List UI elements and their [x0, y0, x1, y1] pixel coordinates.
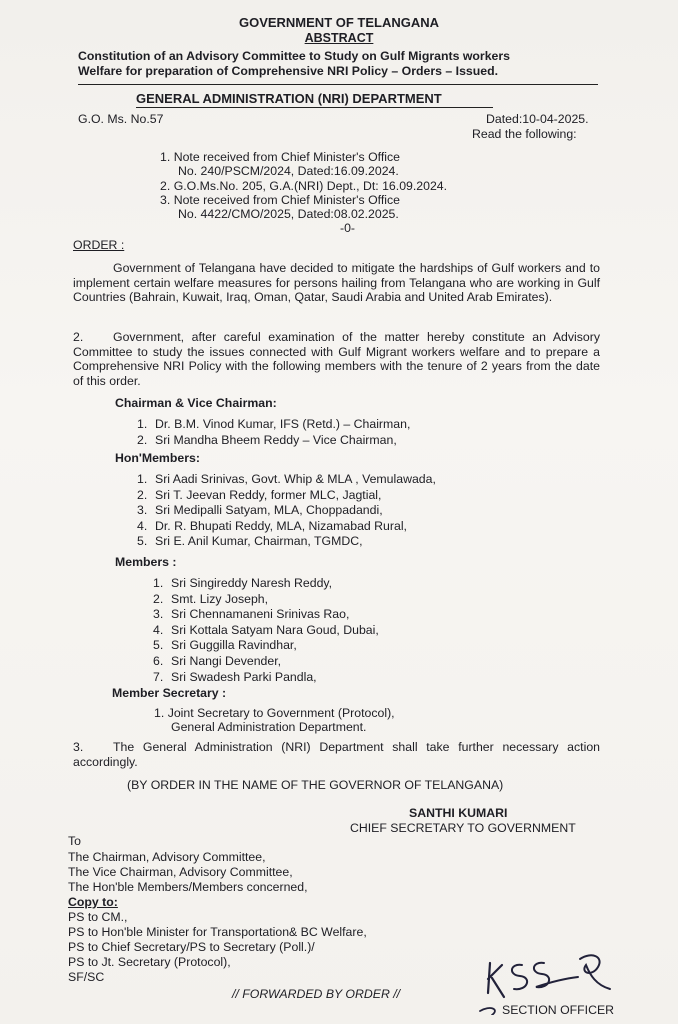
chairman-list: [137, 417, 410, 448]
section-officer: SECTION OFFICER: [502, 1003, 615, 1017]
go-number: G.O. Ms. No.57: [78, 112, 164, 126]
list-item: 2. Sri Mandha Bheem Reddy – Vice Chairman,: [137, 432, 397, 447]
read-following: Read the following:: [472, 127, 577, 141]
list-item: 7. Sri Swadesh Parki Pandla,: [153, 669, 317, 684]
forwarded-by-order: // FORWARDED BY ORDER //: [232, 987, 401, 1001]
hon-members-list: [137, 472, 436, 550]
chairman-heading: Chairman & Vice Chairman:: [115, 396, 277, 410]
copy-item: PS to CM.,: [68, 910, 128, 924]
list-item: 6. Sri Nangi Devender,: [153, 653, 282, 668]
government-title: GOVERNMENT OF TELANGANA: [238, 15, 440, 30]
list-item: 3. Sri Medipalli Satyam, MLA, Choppadandi,: [137, 503, 383, 518]
list-item: 1. Dr. B.M. Vinod Kumar, IFS (Retd.) – Chairman,: [137, 417, 411, 431]
to-label: To: [68, 834, 81, 848]
reference-item: 1. Note received from Chief Minister's Office: [160, 150, 400, 164]
list-item: 1. Sri Aadi Srinivas, Govt. Whip & MLA , Vemulawada,: [137, 472, 436, 486]
copy-to-label: Copy to:: [68, 895, 118, 909]
list-item: 4. Sri Kottala Satyam Nara Goud, Dubai,: [153, 622, 379, 637]
list-item: 5. Sri E. Anil Kumar, Chairman, TGMDC,: [137, 534, 363, 549]
copy-item: PS to Chief Secretary/PS to Secretary (Poll.)/: [68, 940, 315, 954]
copy-item: PS to Hon'ble Minister for Transportation& BC Welfare,: [68, 925, 367, 939]
department-underline: [136, 107, 493, 108]
department-title: GENERAL ADMINISTRATION (NRI) DEPARTMENT: [136, 91, 442, 106]
by-order-line: (BY ORDER IN THE NAME OF THE GOVERNOR OF TELANGANA): [127, 778, 504, 792]
reference-item-cont: No. 240/PSCM/2024, Dated:16.09.2024.: [178, 164, 399, 178]
reference-item-cont: No. 4422/CMO/2025, Dated:08.02.2025.: [178, 207, 399, 221]
to-item: The Vice Chairman, Advisory Committee,: [68, 865, 293, 879]
go-date: Dated:10-04-2025.: [486, 112, 589, 126]
copy-item: SF/SC: [68, 970, 105, 984]
paragraph-1: Government of Telangana have decided to mitigate the hardships of Gulf workers and to implement certain welfare measures for persons hailing from Telangana who are working in Gulf Countries (Bahrain, Kuwait, Iraq, Oman, Qatar, Saudi Arabia and United Arab Emirates).: [73, 261, 600, 305]
signatory-title: CHIEF SECRETARY TO GOVERNMENT: [350, 821, 576, 835]
separator: -0-: [340, 221, 356, 235]
copy-item: PS to Jt. Secretary (Protocol),: [68, 955, 231, 969]
member-secretary-line-1: 1. Joint Secretary to Government (Protocol),: [154, 706, 395, 720]
paragraph-3-number: 3.: [73, 740, 84, 754]
list-item: 4. Dr. R. Bhupati Reddy, MLA, Nizamabad Rural,: [137, 518, 407, 533]
paragraph-2: Government, after careful examination of the matter hereby constitute an Advisory Committee to study the issues connected with Gulf Migrant workers welfare and to prepare a Comprehensive NRI Policy with the following members with the tenure of 2 years from the date of this order.: [73, 330, 600, 388]
list-item: 5. Sri Guggilla Ravindhar,: [153, 638, 297, 653]
list-item: 2. Sri T. Jeevan Reddy, former MLC, Jagtial,: [137, 487, 382, 502]
member-secretary-heading: Member Secretary :: [112, 686, 227, 700]
paragraph-3: The General Administration (NRI) Department shall take further necessary action accordingly.: [73, 740, 600, 769]
member-secretary-line-2: General Administration Department.: [171, 720, 367, 734]
to-item: The Hon'ble Members/Members concerned,: [68, 880, 308, 894]
reference-item: 2. G.O.Ms.No. 205, G.A.(NRI) Dept., Dt: 16.09.2024.: [160, 179, 448, 193]
order-label: ORDER :: [73, 238, 125, 252]
to-item: The Chairman, Advisory Committee,: [68, 850, 266, 864]
header-rule: [78, 84, 598, 85]
list-item: 3. Sri Chennamaneni Srinivas Rao,: [153, 607, 350, 622]
abstract-line-2: Welfare for preparation of Comprehensive NRI Policy – Orders – Issued.: [78, 64, 499, 78]
list-item: 1. Sri Singireddy Naresh Reddy,: [153, 576, 333, 590]
abstract-label: ABSTRACT: [304, 31, 374, 45]
members-list: [153, 576, 379, 685]
reference-item: 3. Note received from Chief Minister's Office: [160, 193, 400, 207]
abstract-line-1: Constitution of an Advisory Committee to Study on Gulf Migrants workers: [78, 49, 511, 63]
hon-members-heading: Hon'Members:: [115, 451, 200, 465]
signatory-name: SANTHI KUMARI: [409, 806, 508, 820]
members-heading: Members :: [115, 555, 177, 569]
list-item: 2. Smt. Lizy Joseph,: [153, 591, 269, 606]
paragraph-2-number: 2.: [73, 330, 84, 344]
